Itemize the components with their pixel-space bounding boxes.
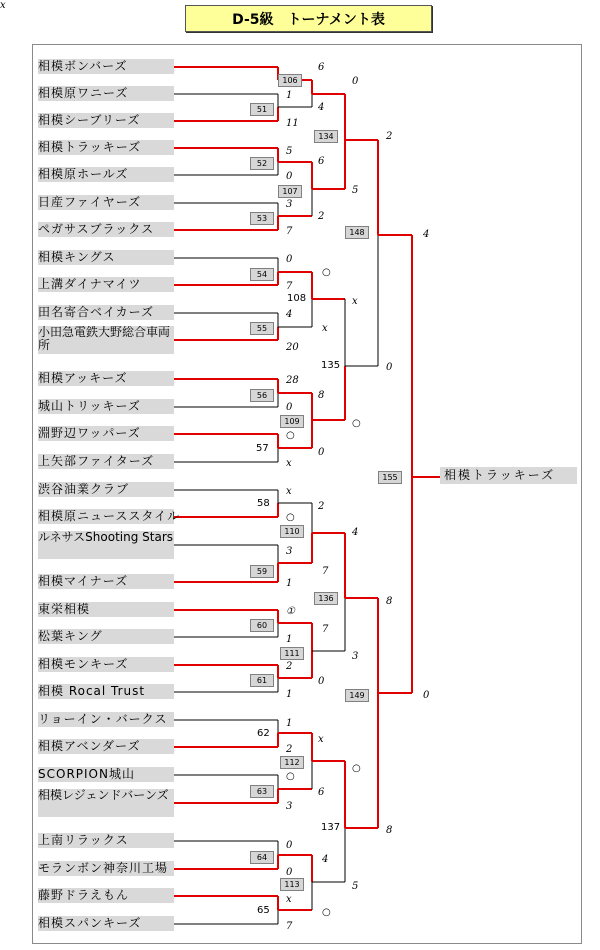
match-score: ○ <box>286 512 295 523</box>
team-name: 上溝ダイナマイツ <box>38 277 174 292</box>
match-score: 4 <box>318 102 325 113</box>
match-number: 65 <box>257 905 270 916</box>
match-number-badge: 61 <box>250 674 274 687</box>
match-score: 7 <box>322 624 329 635</box>
match-score: x <box>286 486 292 497</box>
match-score: 5 <box>352 185 359 196</box>
match-score: 4 <box>423 229 430 240</box>
match-score: 28 <box>286 375 299 386</box>
team-name: 相模モンキーズ <box>38 657 174 672</box>
match-score: 0 <box>286 402 293 413</box>
team-name: 相模アベンダーズ <box>38 739 174 754</box>
match-score: 2 <box>286 661 293 672</box>
match-score: 2 <box>386 131 393 142</box>
match-number-badge: 51 <box>250 103 274 116</box>
match-number-badge: 106 <box>278 74 302 87</box>
match-score: 1 <box>286 718 293 729</box>
match-number: 137 <box>321 822 341 833</box>
match-score: 2 <box>286 744 293 755</box>
match-score: 2 <box>318 211 325 222</box>
match-number-badge: 56 <box>250 389 274 402</box>
match-score: ○ <box>286 771 295 782</box>
match-score: 2 <box>318 501 325 512</box>
match-number-badge: 52 <box>250 157 274 170</box>
match-number-badge: 155 <box>378 471 402 484</box>
match-number-badge: 149 <box>345 689 369 702</box>
match-score: x <box>0 0 6 11</box>
match-score: 1 <box>286 90 293 101</box>
team-name: リョーイン・バークス <box>38 712 174 727</box>
match-score: 6 <box>318 787 325 798</box>
team-name: 相模トラッキーズ <box>38 140 174 155</box>
match-number-badge: 109 <box>280 415 304 428</box>
team-name: ルネサスShooting Stars <box>38 531 174 559</box>
team-name: 相模原ニューススタイル <box>38 509 181 523</box>
match-score: x <box>286 458 292 469</box>
match-score: 4 <box>322 854 329 865</box>
match-number-badge: 110 <box>280 525 304 538</box>
match-score: 8 <box>318 390 325 401</box>
team-name: 淵野辺ワッパーズ <box>38 426 174 441</box>
match-number-badge: 55 <box>250 322 274 335</box>
match-score: 0 <box>286 840 293 851</box>
match-number-badge: 64 <box>250 851 274 864</box>
match-score: ○ <box>322 907 331 918</box>
match-score: 3 <box>352 651 359 662</box>
team-name: 上矢部ファイターズ <box>38 454 174 469</box>
match-number-badge: 107 <box>278 185 302 198</box>
match-score: 3 <box>286 199 293 210</box>
match-number: 62 <box>257 728 270 739</box>
match-score: 0 <box>352 76 359 87</box>
match-number-badge: 59 <box>250 565 274 578</box>
match-score: 7 <box>286 921 293 932</box>
match-score: 6 <box>318 62 325 73</box>
match-number-badge: 113 <box>280 878 304 891</box>
match-score: 3 <box>286 546 293 557</box>
match-score: x <box>286 894 292 905</box>
match-number: 135 <box>321 360 341 371</box>
team-name: 藤野ドラえもん <box>38 888 174 903</box>
match-number-badge: 134 <box>314 130 338 143</box>
team-name: 上南リラックス <box>38 833 174 848</box>
match-score: 0 <box>318 447 325 458</box>
match-score: 1 <box>286 689 293 700</box>
match-score: ① <box>286 606 295 617</box>
team-name: ペガサスブラックス <box>38 222 174 237</box>
match-score: 0 <box>286 867 293 878</box>
match-score: 8 <box>386 596 393 607</box>
match-score: 11 <box>286 118 299 129</box>
match-score: 6 <box>318 156 325 167</box>
team-name: 相模原ホールズ <box>38 167 174 182</box>
match-score: 7 <box>286 281 293 292</box>
match-score: 0 <box>286 254 293 265</box>
team-name: 渋谷油業クラブ <box>38 482 174 497</box>
match-score: ○ <box>322 267 331 278</box>
match-score: ○ <box>286 430 295 441</box>
team-name: 相模ボンバーズ <box>38 59 174 74</box>
match-score: 7 <box>322 566 329 577</box>
match-score: 0 <box>318 676 325 687</box>
match-score: 5 <box>286 146 293 157</box>
team-name: 相模マイナーズ <box>38 574 174 589</box>
match-score: 5 <box>352 881 359 892</box>
match-score: 4 <box>352 527 359 538</box>
match-score: 7 <box>286 226 293 237</box>
team-name: 相模キングス <box>38 250 174 265</box>
team-name: 城山トリッキーズ <box>38 399 174 414</box>
match-score: x <box>318 734 324 745</box>
match-number: 57 <box>256 443 269 454</box>
match-score: ○ <box>352 418 361 429</box>
match-score: 3 <box>286 801 293 812</box>
team-name: 相模シーブリーズ <box>38 113 174 128</box>
match-number-badge: 136 <box>314 592 338 605</box>
match-score: 0 <box>286 171 293 182</box>
team-name: 相模原ワニーズ <box>38 86 174 101</box>
team-name: 田名寄合ベイカーズ <box>38 305 174 320</box>
match-number-badge: 54 <box>250 268 274 281</box>
team-name: 相模アッキーズ <box>38 371 174 386</box>
page-title: D-5級 トーナメント表 <box>185 5 432 32</box>
match-number-badge: 53 <box>250 212 274 225</box>
match-number-badge: 60 <box>250 619 274 632</box>
match-score: 0 <box>423 690 430 701</box>
team-name: 相模レジェンドバーンズ <box>38 789 174 817</box>
match-number-badge: 112 <box>280 756 304 769</box>
team-name: モランボン神奈川工場 <box>38 861 174 876</box>
match-number: 58 <box>257 498 270 509</box>
match-number: 108 <box>287 293 307 304</box>
team-name: 相模 Rocal Trust <box>38 684 174 699</box>
match-number-badge: 111 <box>280 647 304 660</box>
team-name: 東栄相模 <box>38 602 174 617</box>
match-score: ○ <box>352 763 361 774</box>
team-name: 松葉キング <box>38 629 174 644</box>
match-score: x <box>352 296 358 307</box>
match-score: 20 <box>286 342 299 353</box>
match-score: 1 <box>286 578 293 589</box>
team-name: 相模スパンキーズ <box>38 916 174 931</box>
match-score: x <box>322 323 328 334</box>
match-score: 1 <box>286 634 293 645</box>
team-name: SCORPION城山 <box>38 767 174 782</box>
team-name: 小田急電鉄大野総合車両所 <box>38 326 174 354</box>
match-number-badge: 63 <box>250 785 274 798</box>
match-score: 0 <box>386 362 393 373</box>
champion-label: 相模トラッキーズ <box>440 467 577 484</box>
team-name: 日産ファイヤーズ <box>38 195 174 210</box>
match-number-badge: 148 <box>345 226 369 239</box>
match-score: 8 <box>386 825 393 836</box>
match-score: 4 <box>286 309 293 320</box>
